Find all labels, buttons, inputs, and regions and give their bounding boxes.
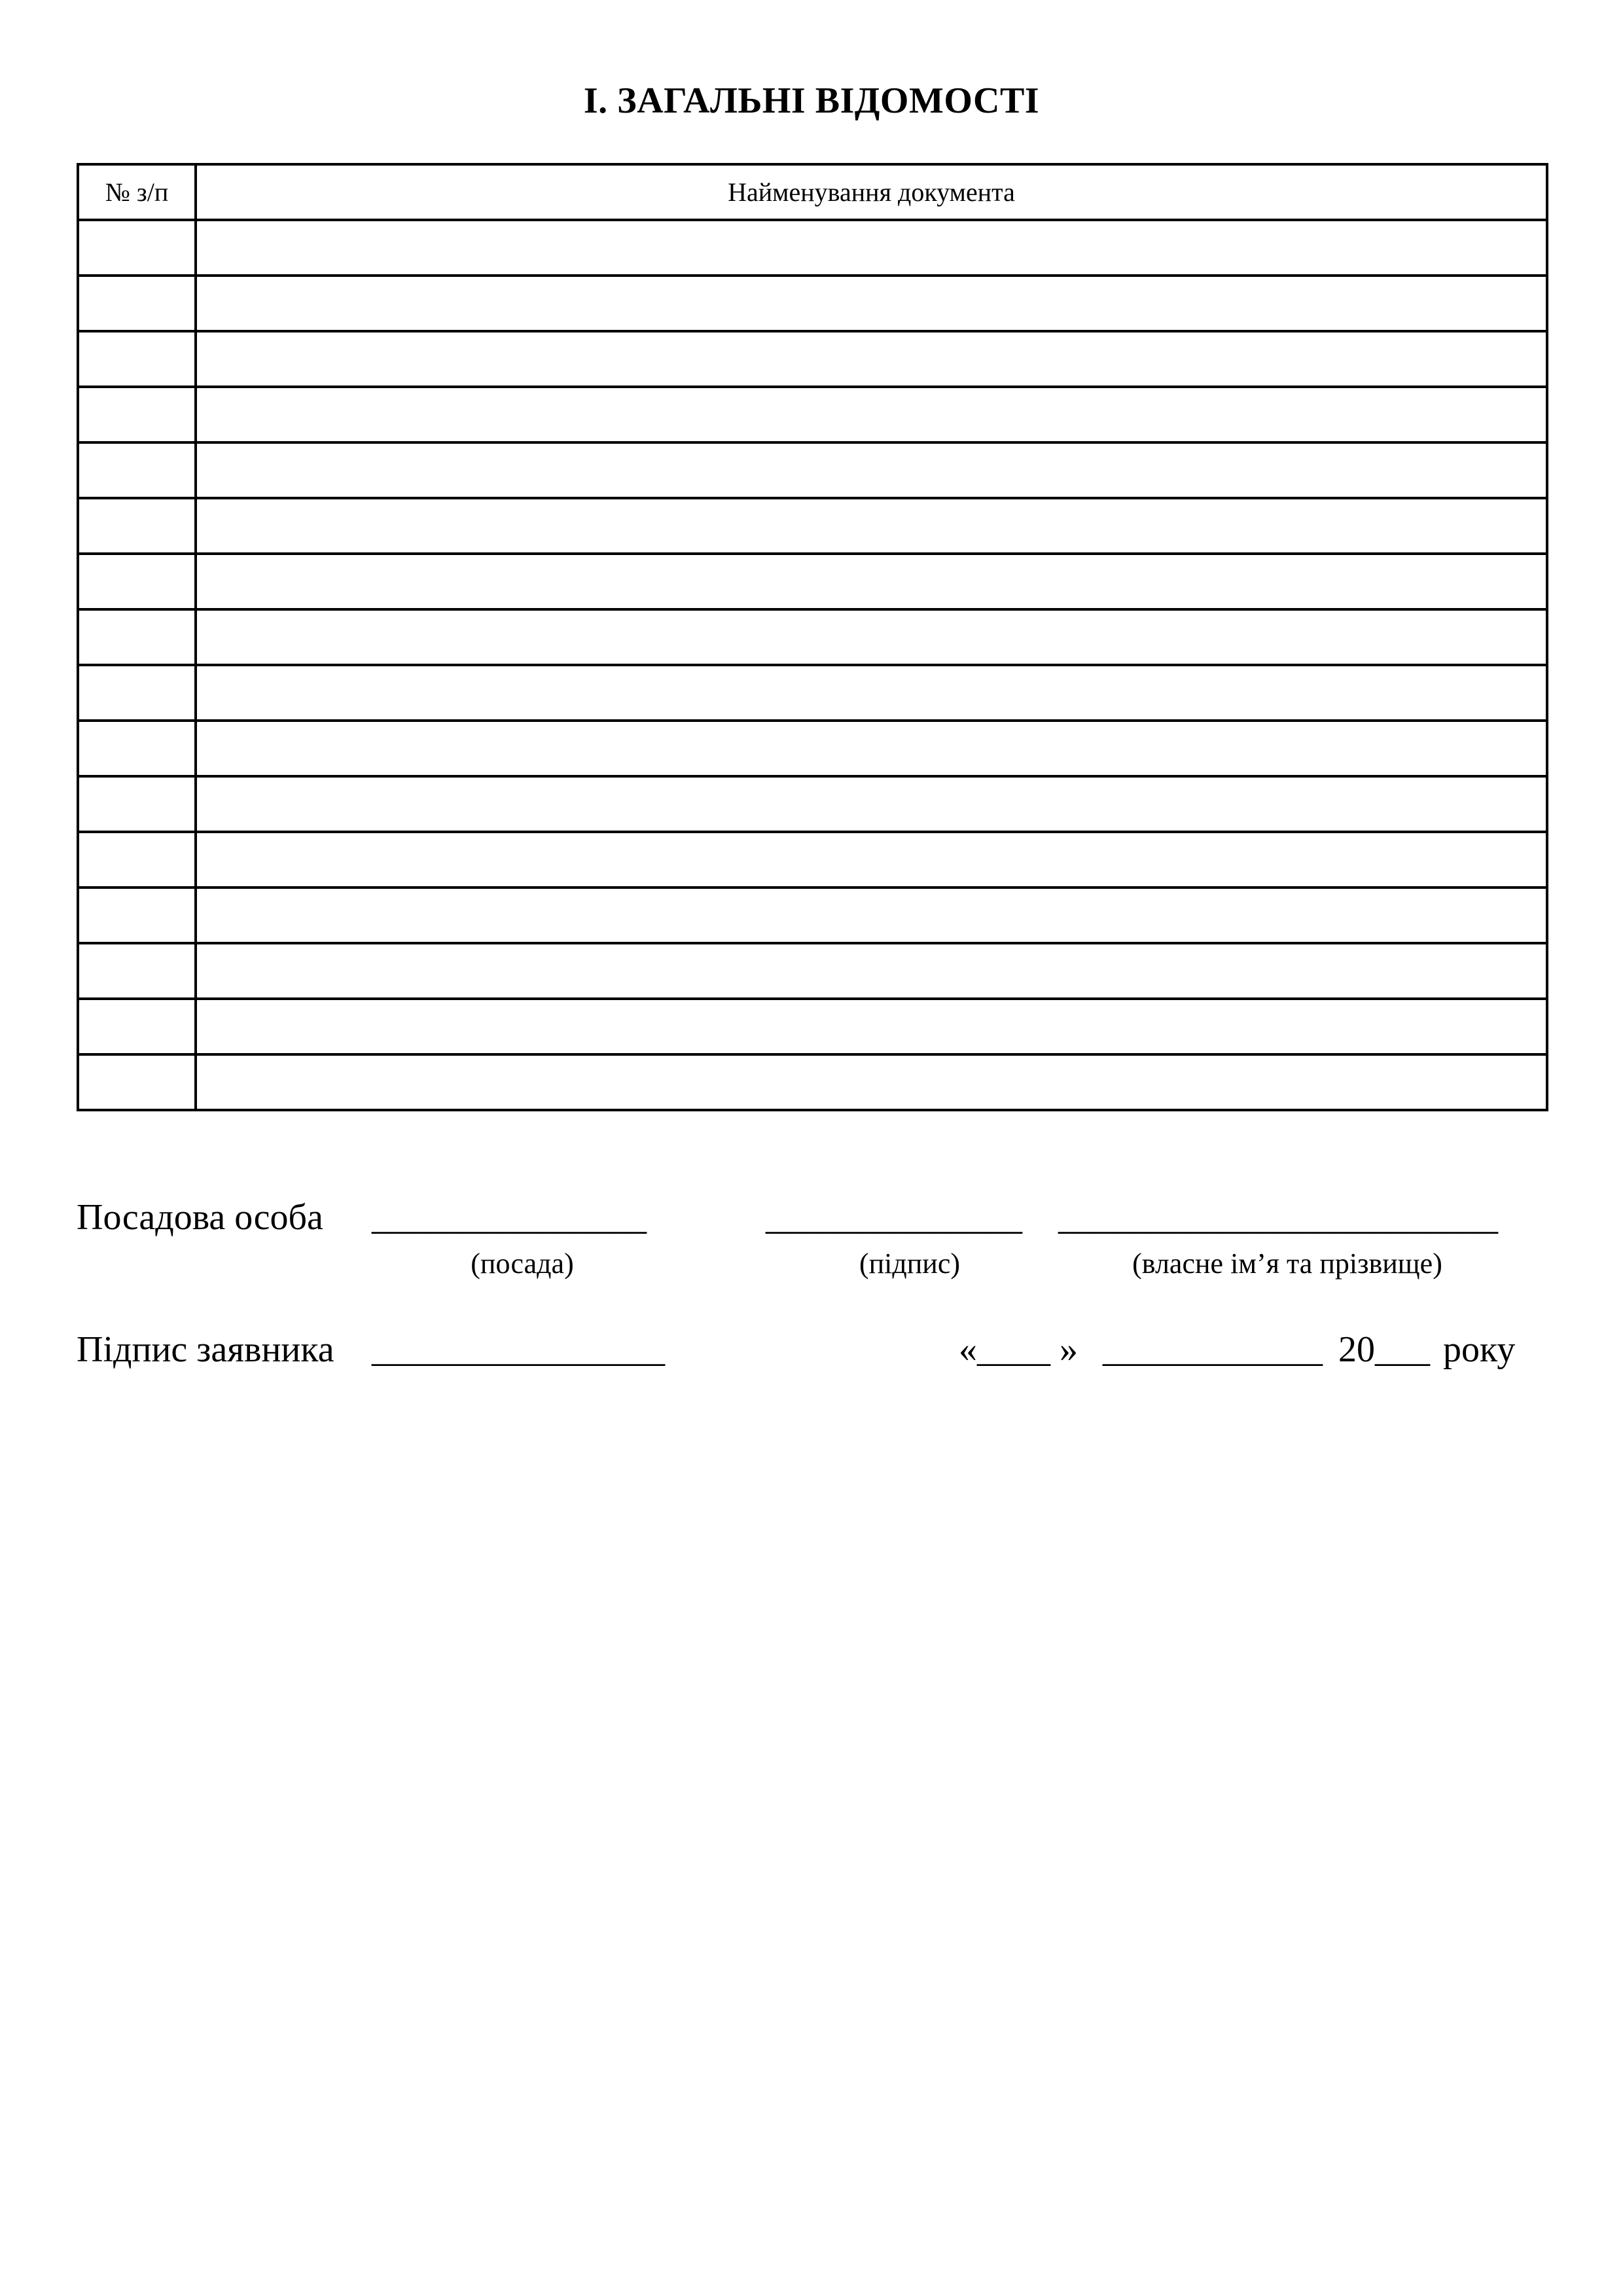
- table-row: [78, 721, 1547, 776]
- row-number-cell[interactable]: [78, 276, 196, 331]
- row-number-cell[interactable]: [78, 387, 196, 442]
- row-number-cell[interactable]: [78, 609, 196, 665]
- row-number-cell[interactable]: [78, 999, 196, 1054]
- table-row: [78, 888, 1547, 943]
- documents-table: [77, 163, 1548, 1111]
- position-caption: (посада): [471, 1247, 574, 1280]
- date-year-field[interactable]: 20___: [1338, 1329, 1430, 1370]
- document-name-cell[interactable]: [196, 665, 1547, 721]
- year-word: року: [1443, 1329, 1516, 1370]
- table-row: [78, 832, 1547, 888]
- document-name-cell[interactable]: [196, 220, 1547, 276]
- table-row: [78, 1054, 1547, 1110]
- table-row: [78, 220, 1547, 276]
- row-number-cell[interactable]: [78, 665, 196, 721]
- table-row: [78, 387, 1547, 442]
- document-name-cell[interactable]: [196, 832, 1547, 888]
- official-name-line[interactable]: ________________________: [1058, 1197, 1498, 1238]
- date-month-field[interactable]: ____________: [1103, 1329, 1323, 1370]
- table-row: [78, 999, 1547, 1054]
- table-row: [78, 276, 1547, 331]
- row-number-cell[interactable]: [78, 220, 196, 276]
- table-row: [78, 776, 1547, 832]
- document-name-cell[interactable]: [196, 776, 1547, 832]
- table-row: [78, 442, 1547, 498]
- table-row: [78, 331, 1547, 387]
- column-header-number: № з/п: [78, 164, 196, 220]
- row-number-cell[interactable]: [78, 943, 196, 999]
- table-row: [78, 665, 1547, 721]
- table-row: [78, 498, 1547, 554]
- document-name-cell[interactable]: [196, 276, 1547, 331]
- official-signature-line[interactable]: ______________: [766, 1197, 1022, 1238]
- document-name-cell[interactable]: [196, 554, 1547, 609]
- table-body: [78, 220, 1547, 1110]
- document-name-cell[interactable]: [196, 331, 1547, 387]
- document-name-cell[interactable]: [196, 609, 1547, 665]
- date-day-field[interactable]: «____ »: [959, 1329, 1078, 1370]
- applicant-signature-line[interactable]: ________________: [372, 1329, 665, 1370]
- document-name-cell[interactable]: [196, 888, 1547, 943]
- row-number-cell[interactable]: [78, 721, 196, 776]
- applicant-label: Підпис заявника: [77, 1329, 334, 1370]
- row-number-cell[interactable]: [78, 888, 196, 943]
- document-name-cell[interactable]: [196, 442, 1547, 498]
- name-caption: (власне ім’я та прізвище): [1132, 1247, 1442, 1280]
- document-name-cell[interactable]: [196, 498, 1547, 554]
- row-number-cell[interactable]: [78, 442, 196, 498]
- column-header-document-name: Найменування документа: [196, 164, 1547, 220]
- document-name-cell[interactable]: [196, 943, 1547, 999]
- row-number-cell[interactable]: [78, 1054, 196, 1110]
- document-name-cell[interactable]: [196, 1054, 1547, 1110]
- document-name-cell[interactable]: [196, 387, 1547, 442]
- document-name-cell[interactable]: [196, 999, 1547, 1054]
- row-number-cell[interactable]: [78, 832, 196, 888]
- table-row: [78, 554, 1547, 609]
- row-number-cell[interactable]: [78, 498, 196, 554]
- table-row: [78, 943, 1547, 999]
- row-number-cell[interactable]: [78, 776, 196, 832]
- document-name-cell[interactable]: [196, 721, 1547, 776]
- table-header-row: [78, 164, 1547, 220]
- section-heading: І. ЗАГАЛЬНІ ВІДОМОСТІ: [583, 81, 1040, 121]
- row-number-cell[interactable]: [78, 554, 196, 609]
- row-number-cell[interactable]: [78, 331, 196, 387]
- table-row: [78, 609, 1547, 665]
- official-label: Посадова особа: [77, 1197, 323, 1238]
- official-position-line[interactable]: _______________: [372, 1197, 647, 1238]
- signature-caption: (підпис): [859, 1247, 961, 1280]
